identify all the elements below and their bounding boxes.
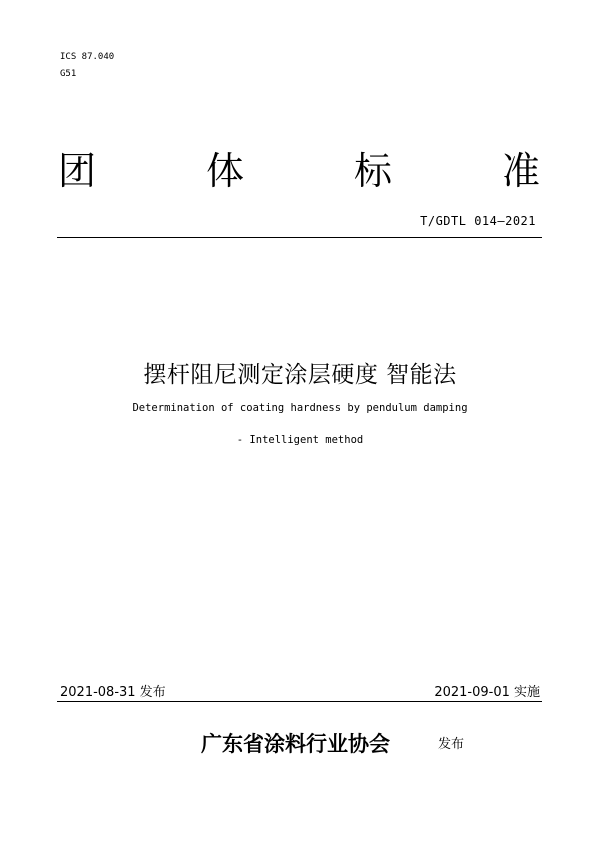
- standard-code: T/GDTL 014—2021: [420, 214, 536, 228]
- document-title-english-line1: Determination of coating hardness by pendulum damping: [132, 402, 468, 414]
- standard-type-char: 团: [58, 148, 97, 193]
- standard-type-char: 体: [205, 148, 244, 193]
- issue-date: 2021-08-31 发布: [60, 685, 166, 700]
- ccs-code: G51: [60, 69, 77, 79]
- standard-type-char: 标: [353, 148, 392, 193]
- issuing-organization: 广东省涂料行业协会: [201, 732, 390, 756]
- top-divider: [57, 237, 542, 238]
- bottom-divider: [57, 701, 542, 702]
- standard-type-char: 准: [501, 148, 540, 193]
- issued-label: 发布: [438, 737, 465, 752]
- standard-type-title: [58, 142, 540, 192]
- document-title-english-line2: - Intelligent method: [236, 434, 364, 446]
- ics-code: ICS 87.040: [60, 52, 115, 62]
- implementation-date: 2021-09-01 实施: [434, 685, 540, 700]
- document-title-chinese: 摆杆阻尼测定涂层硬度 智能法: [143, 362, 457, 388]
